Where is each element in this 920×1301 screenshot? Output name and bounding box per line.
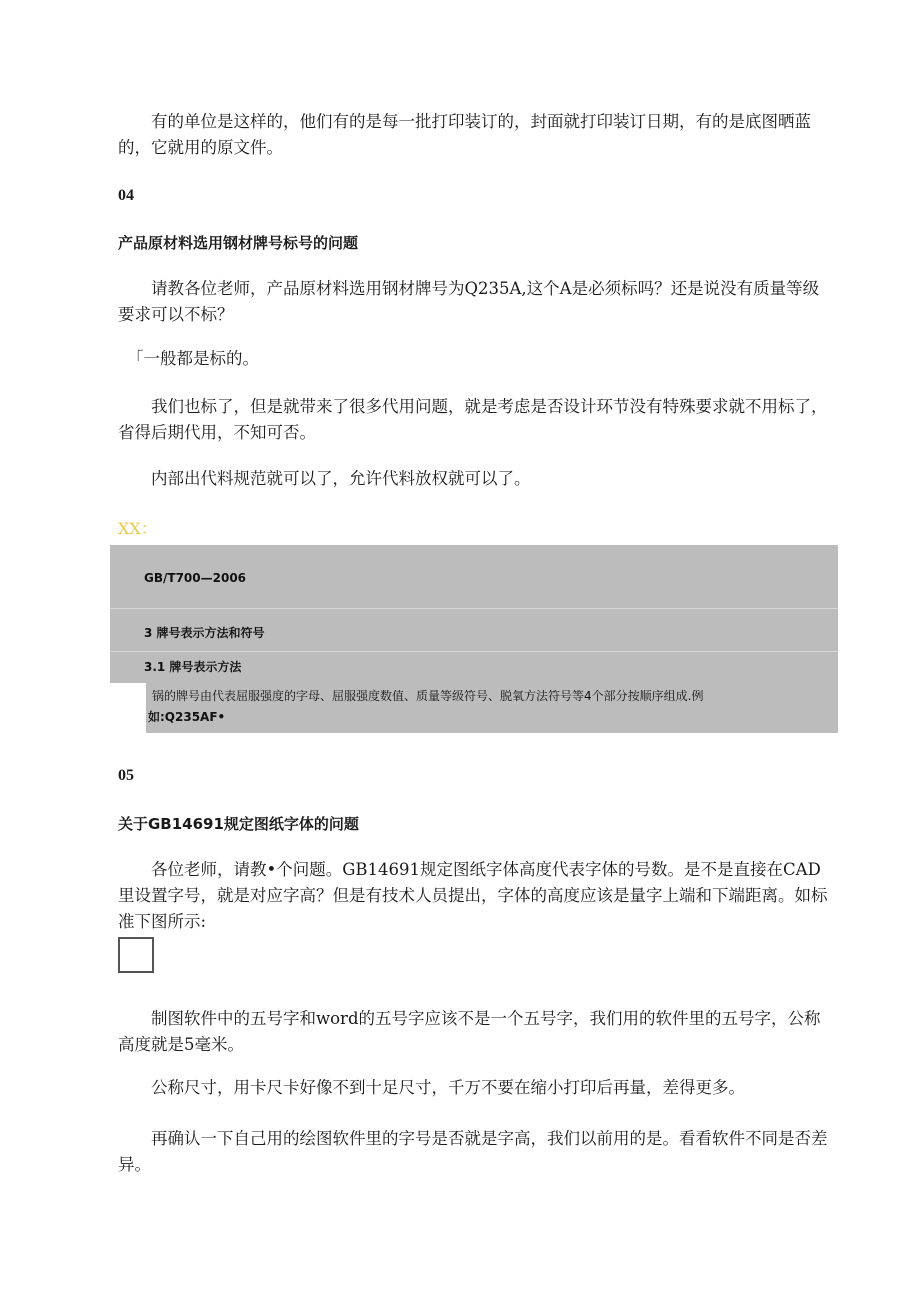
section-04-number: 04 [118, 187, 134, 204]
quote-body-line-2: 如:Q235AF• [148, 710, 226, 724]
section-04-question: 请教各位老师，产品原材料选用钢材牌号为Q235A,这个A是必须标吗？还是说没有质量等级要求可以不标？ [118, 279, 820, 324]
section-05-reply-3: 再确认一下自己用的绘图软件里的字号是否就是字高，我们以前用的是。看看软件不同是否差异。 [118, 1129, 828, 1174]
quote-body-line-1: 锅的牌号由代表屈服强度的字母、屈服强度数值、质量等级符号、脱氧方法符号等4个部分按顺序组成.例 [152, 689, 704, 703]
quote-divider [110, 651, 838, 652]
section-05-title: 关于GB14691规定图纸字体的问题 [118, 815, 359, 833]
section-05-reply-2: 公称尺寸，用卡尺卡好像不到十足尺寸，千万不要在缩小打印后再量，差得更多。 [151, 1078, 745, 1097]
xx-label: XX： [118, 519, 157, 538]
intro-paragraph: 有的单位是这样的，他们有的是每一批打印装订的，封面就打印装订日期，有的是底图晒蓝的，它就用的原文件。 [118, 112, 811, 157]
standard-quote-image [110, 545, 838, 733]
quote-section-heading: 3 牌号表示方法和符号 [144, 626, 265, 640]
section-04-reply-3: 内部出代料规范就可以了，允许代料放权就可以了。 [151, 469, 531, 488]
quote-standard-code: GB/T700—2006 [144, 571, 247, 585]
section-04-reply-2: 我们也标了，但是就带来了很多代用问题，就是考虑是否设计环节没有特殊要求就不用标了，省得后期代用，不知可否。 [118, 397, 828, 442]
section-04-reply-1: 「一般都是标的。 [127, 349, 259, 368]
section-04-title: 产品原材料选用钢材牌号标号的问题 [118, 234, 359, 252]
quote-subsection-heading: 3.1 牌号表示方法 [144, 660, 242, 674]
section-05-number: 05 [118, 767, 134, 784]
section-05-question: 各位老师，请教•个问题。GB14691规定图纸字体高度代表字体的号数。是不是直接在CAD里设置字号，就是对应字高？但是有技术人员提出，字体的高度应该是量字上端和下端距离。如标准下图所示: [118, 860, 828, 931]
quote-divider [110, 608, 838, 609]
section-05-reply-1: 制图软件中的五号字和word的五号字应该不是一个五号字，我们用的软件里的五号字，公称高度就是5毫米。 [118, 1009, 821, 1054]
missing-image-placeholder [118, 937, 154, 973]
